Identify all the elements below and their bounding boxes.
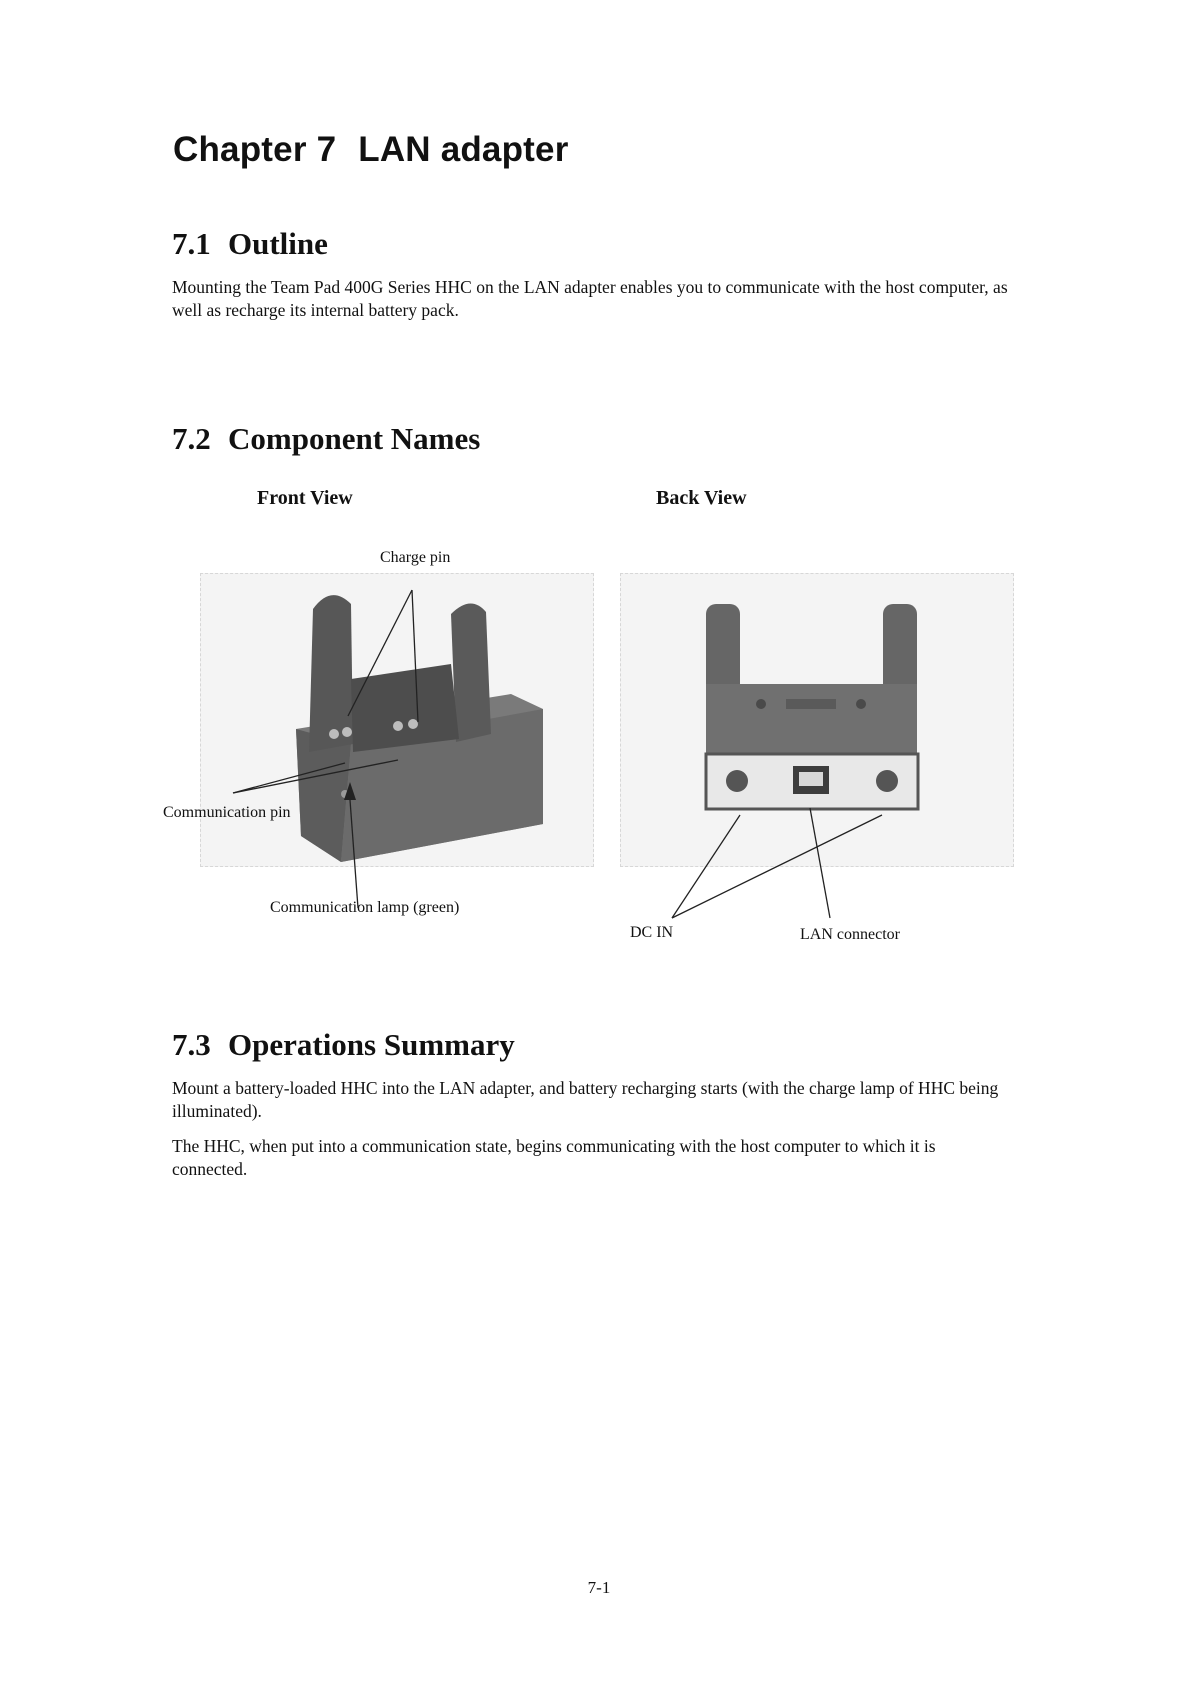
chapter-title [173, 130, 569, 170]
section-number: 7.3 [172, 1027, 211, 1062]
section-name: Component Names [228, 421, 481, 456]
charge-pin-label: Charge pin [380, 549, 451, 566]
section-components-title [172, 421, 480, 457]
section-number: 7.2 [172, 421, 211, 456]
section-name: Outline [228, 226, 328, 261]
front-view-photo [200, 573, 594, 867]
section-name: Operations Summary [228, 1027, 515, 1062]
section-outline-title [172, 226, 328, 262]
front-view-label: Front View [257, 487, 353, 509]
chapter-number: Chapter 7 [173, 130, 337, 169]
back-view-photo [620, 573, 1014, 867]
chapter-name: LAN adapter [358, 130, 569, 169]
back-view-label: Back View [656, 487, 747, 509]
lan-adapter-back-image [621, 574, 1013, 866]
section-number: 7.1 [172, 226, 211, 261]
communication-lamp-label: Communication lamp (green) [270, 899, 460, 916]
lan-adapter-front-image [201, 574, 593, 866]
operations-paragraph-2: The HHC, when put into a communication state, begins communicating with the host computer to which it is connected. [172, 1136, 936, 1179]
section-operations-title [172, 1027, 515, 1063]
operations-paragraph-1: Mount a battery-loaded HHC into the LAN adapter, and battery recharging starts (with the charge lamp of HHC being illuminated). [172, 1078, 999, 1121]
page-number: 7-1 [587, 1578, 611, 1597]
outline-paragraph: Mounting the Team Pad 400G Series HHC on the LAN adapter enables you to communicate with the host computer, as well as recharge its internal battery pack. [172, 277, 1008, 320]
communication-pin-label: Communication pin [163, 804, 291, 821]
lan-connector-label: LAN connector [800, 926, 900, 943]
dc-in-label: DC IN [630, 924, 674, 941]
